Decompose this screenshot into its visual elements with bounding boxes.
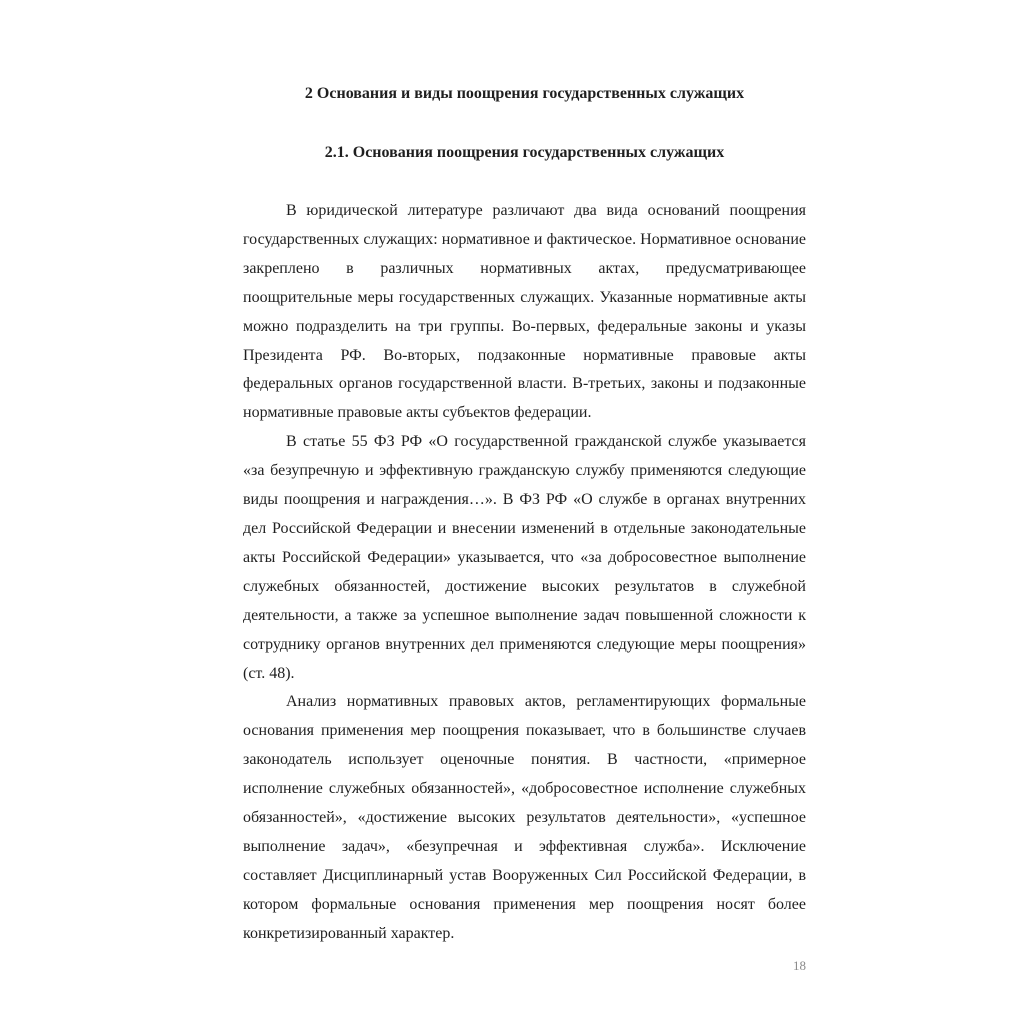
document-page (243, 0, 806, 1024)
section-title: 2.1. Основания поощрения государственных служащих (324, 144, 725, 161)
paragraph-3: Анализ нормативных правовых актов, регламентирующих формальные основания применения мер поощрения показывает, что в большинстве случаев законодатель использует оценочные понятия. В частности, «примерное исполнение служебных обязанностей», «добросовестное исполнение служебных обязанностей», «достижение высоких результатов деятельности», «успешное выполнение задач», «безупречная и эффективная служба». Исключение составляет Дисциплинарный устав Вооруженных Сил Российской Федерации, в котором формальные основания применения мер поощрения носят более конкретизированный характер. (243, 693, 806, 942)
paragraph-2: В статье 55 ФЗ РФ «О государственной гражданской службе указывается «за безупречную и эффективную гражданскую службу применяются следующие виды поощрения и награждения…». В ФЗ РФ «О службе в органах внутренних дел Российской Федерации и внесении изменений в отдельные законодательные акты Российской Федерации» указывается, что «за добросовестное выполнение служебных обязанностей, достижение высоких результатов в служебной деятельности, а также за успешное выполнение задач повышенной сложности к сотруднику органов внутренних дел применяются следующие меры поощрения» (ст. 48). (243, 433, 806, 682)
paragraph-1: В юридической литературе различают два вида оснований поощрения государственных служащих: нормативное и фактическое. Нормативное основание закреплено в различных нормативных актах, предусматривающее поощрительные меры государственных служащих. Указанные нормативные акты можно подразделить на три группы. Во-первых, федеральные законы и указы Президента РФ. Во-вторых, подзаконные нормативные правовые акты федеральных органов государственной власти. В-третьих, законы и подзаконные нормативные правовые акты субъектов федерации. (243, 202, 806, 422)
page-number: 18 (793, 958, 806, 973)
chapter-title: 2 Основания и виды поощрения государственных служащих (304, 85, 745, 102)
body-text (243, 197, 806, 949)
